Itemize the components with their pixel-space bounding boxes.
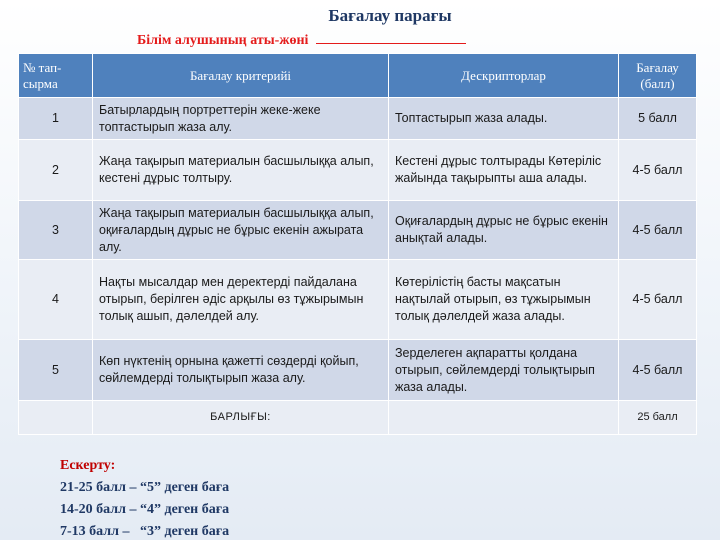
page-title: Бағалау парағы xyxy=(328,6,452,25)
assessment-table xyxy=(18,53,697,435)
table-row xyxy=(19,140,697,201)
total-row xyxy=(19,401,697,435)
total-score: 25 балл xyxy=(619,401,697,435)
note-line: 14-20 балл – “4” деген баға xyxy=(60,502,230,517)
task-number-cell: 1 xyxy=(19,98,93,140)
total-empty-cell xyxy=(19,401,93,435)
header-score: Бағалау (балл) xyxy=(619,54,697,98)
descriptor-cell: Оқиғалардың дұрыс не бұрыс екенін анықтай алады. xyxy=(389,201,619,260)
student-name-line xyxy=(137,31,466,49)
criterion-cell: Нақты мысалдар мен деректерді пайдалана отырып, берілген әдіс арқылы өз тұжырымын толық ашып, дәлелдей алу. xyxy=(93,260,389,340)
task-number-cell: 3 xyxy=(19,201,93,260)
total-label: БАРЛЫҒЫ: xyxy=(93,401,389,435)
grading-notes xyxy=(60,455,229,543)
note-line: 21-25 балл – “5” деген баға xyxy=(60,480,230,495)
notes-heading: Ескерту: xyxy=(60,458,116,473)
criterion-cell: Батырлардың портреттерін жеке-жеке топтастырып жаза алу. xyxy=(93,98,389,140)
table-row xyxy=(19,340,697,401)
task-number-cell: 4 xyxy=(19,260,93,340)
table-row xyxy=(19,201,697,260)
descriptor-cell: Зерделеген ақпаратты қолдана отырып, сөйлемдерді толықтырып жаза алады. xyxy=(389,340,619,401)
student-name-label: Білім алушының аты-жөні xyxy=(137,33,309,48)
score-cell: 4-5 балл xyxy=(619,140,697,201)
criterion-cell: Жаңа тақырып материалын басшылыққа алып, оқиғалардың дұрыс не бұрыс екенін ажырата алу. xyxy=(93,201,389,260)
task-number-cell: 2 xyxy=(19,140,93,201)
score-cell: 5 балл xyxy=(619,98,697,140)
descriptor-cell: Топтастырып жаза алады. xyxy=(389,98,619,140)
table-row xyxy=(19,260,697,340)
score-cell: 4-5 балл xyxy=(619,260,697,340)
header-descriptors: Дескрипторлар xyxy=(389,54,619,98)
task-number-cell: 5 xyxy=(19,340,93,401)
total-empty-cell xyxy=(389,401,619,435)
header-criterion: Бағалау критерийі xyxy=(93,54,389,98)
criterion-cell: Көп нүктенің орнына қажетті сөздерді қойып, сөйлемдерді толықтырып жаза алу. xyxy=(93,340,389,401)
student-name-blank xyxy=(316,31,466,44)
descriptor-cell: Көтерілістің басты мақсатын нақтылай отырып, өз тұжырымын толық дәлелдей жаза алады. xyxy=(389,260,619,340)
header-task-number: № тап-сырма xyxy=(19,54,93,98)
score-cell: 4-5 балл xyxy=(619,340,697,401)
criterion-cell: Жаңа тақырып материалын басшылыққа алып, кестені дұрыс толтыру. xyxy=(93,140,389,201)
descriptor-cell: Кестені дұрыс толтырады Көтеріліс жайында тақырыпты аша алады. xyxy=(389,140,619,201)
table-row xyxy=(19,98,697,140)
score-cell: 4-5 балл xyxy=(619,201,697,260)
table-header-row xyxy=(19,54,697,98)
note-line: 7-13 балл – “3” деген баға xyxy=(60,524,230,539)
